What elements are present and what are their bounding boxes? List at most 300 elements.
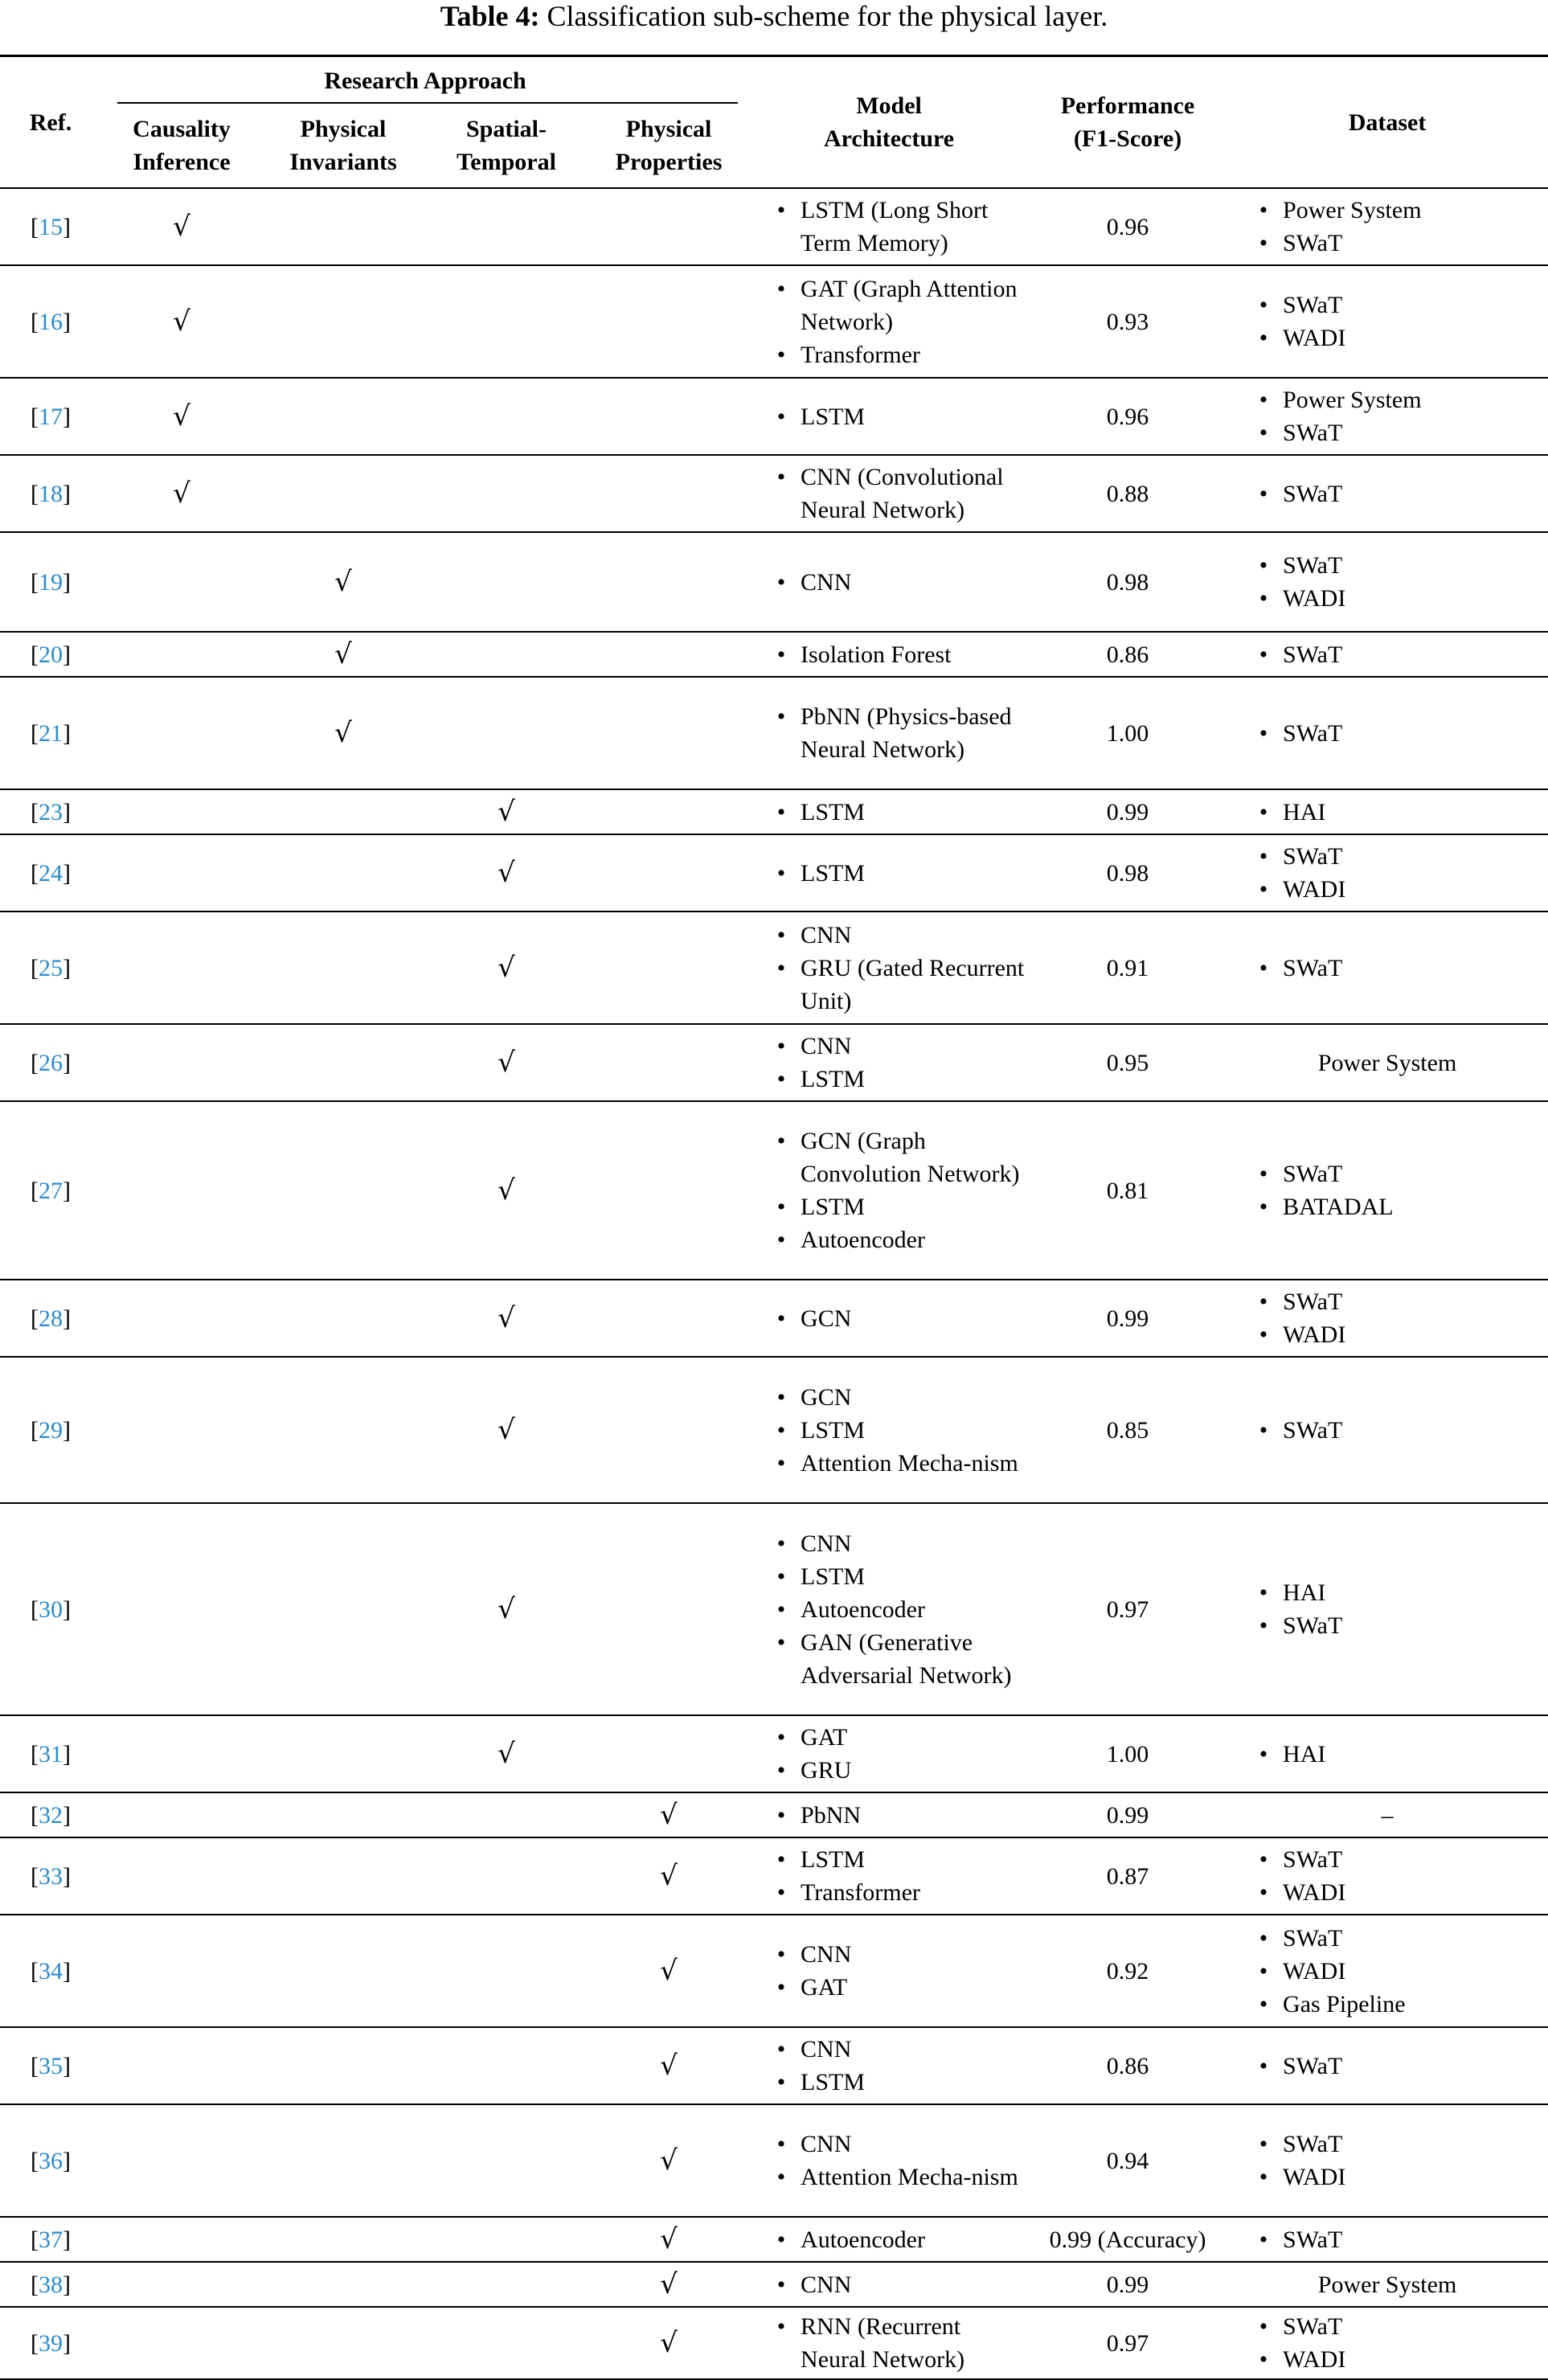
model-item: • Autoencoder (768, 1593, 1029, 1626)
dataset-cell (1227, 2307, 1548, 2379)
spatial-cell (424, 911, 588, 1024)
header-invariants-line1: Physical (300, 116, 387, 142)
model-cell (749, 2262, 1029, 2307)
dataset-cell (1227, 677, 1548, 789)
model-item: • Attention Mecha-nism (768, 1447, 1029, 1480)
ref-link[interactable]: 26 (39, 1049, 63, 1076)
model-cell (749, 1280, 1029, 1357)
model-item: • GAT (Graph Attention Network) (768, 272, 1029, 338)
invariants-cell (262, 911, 424, 1024)
invariants-cell (262, 1101, 424, 1280)
properties-cell (588, 1280, 749, 1357)
causality-cell (101, 2307, 262, 2379)
ref-link[interactable]: 19 (39, 568, 63, 596)
checkmark-icon: √ (498, 1737, 515, 1770)
properties-cell (588, 911, 749, 1024)
ref-cell: [39] (31, 2329, 71, 2357)
spatial-cell (424, 789, 588, 834)
causality-cell (101, 2217, 262, 2262)
invariants-cell (262, 1792, 424, 1837)
model-item: • PbNN (768, 1799, 1029, 1832)
dataset-cell (1227, 1915, 1548, 2027)
checkmark-icon: √ (660, 2144, 678, 2177)
invariants-cell (262, 1837, 424, 1915)
causality-cell (101, 1792, 262, 1837)
table-row (0, 911, 1548, 1024)
model-item: • Autoencoder (768, 2223, 1029, 2256)
dataset-item: • Power System (1251, 383, 1548, 416)
caption-text: Classification sub-scheme for the physical layer. (547, 0, 1108, 32)
ref-link[interactable]: 27 (39, 1177, 63, 1204)
dataset-cell (1227, 455, 1548, 532)
ref-link[interactable]: 30 (39, 1596, 63, 1623)
ref-cell: [35] (31, 2052, 71, 2079)
performance-cell: 0.99 (1106, 2271, 1149, 2298)
ref-cell: [23] (31, 798, 71, 825)
ref-link[interactable]: 31 (39, 1740, 63, 1768)
model-item: • RNN (Recurrent Neural Network) (768, 2310, 1029, 2376)
properties-cell (588, 1715, 749, 1792)
invariants-cell (262, 834, 424, 911)
dataset-item: • SWaT (1251, 1157, 1548, 1190)
checkmark-icon: √ (173, 210, 190, 243)
causality-cell (101, 265, 262, 378)
checkmark-icon: √ (660, 2049, 678, 2082)
dataset-plain: Power System (1317, 2271, 1457, 2298)
dataset-item: • SWaT (1251, 227, 1548, 260)
causality-cell (101, 1280, 262, 1357)
ref-link[interactable]: 25 (39, 954, 63, 981)
performance-cell: 1.00 (1106, 1740, 1149, 1768)
dataset-cell (1227, 265, 1548, 378)
spatial-cell (424, 1837, 588, 1915)
dataset-item: • SWaT (1251, 952, 1548, 985)
ref-cell: [17] (31, 403, 71, 430)
dataset-cell (1227, 1280, 1548, 1357)
performance-cell: 0.87 (1106, 1862, 1149, 1890)
header-ref: Ref. (29, 109, 72, 136)
performance-cell: 0.96 (1106, 213, 1149, 240)
properties-cell (588, 1792, 749, 1837)
dataset-cell (1227, 2262, 1548, 2307)
ref-link[interactable]: 21 (39, 719, 63, 747)
model-item: • Autoencoder (768, 1223, 1029, 1256)
dataset-cell (1227, 834, 1548, 911)
model-cell (749, 532, 1029, 632)
properties-cell (588, 1357, 749, 1503)
dataset-cell (1227, 1101, 1548, 1280)
invariants-cell (262, 1915, 424, 2027)
spatial-cell (424, 1280, 588, 1357)
table-row (0, 1503, 1548, 1715)
ref-cell: [16] (31, 308, 71, 335)
ref-cell: [30] (31, 1596, 71, 1623)
model-item: • LSTM (Long Short Term Memory) (768, 194, 1029, 260)
ref-cell: [20] (31, 641, 71, 668)
model-cell (749, 2104, 1029, 2217)
causality-cell (101, 532, 262, 632)
model-cell (749, 1503, 1029, 1715)
ref-link[interactable]: 35 (39, 2052, 63, 2079)
performance-cell: 0.98 (1106, 859, 1149, 887)
spatial-cell (424, 1715, 588, 1792)
checkmark-icon: √ (498, 1413, 515, 1446)
table-row (0, 2104, 1548, 2217)
ref-link[interactable]: 20 (39, 641, 63, 668)
ref-link[interactable]: 15 (39, 213, 63, 240)
ref-cell: [34] (31, 1957, 71, 1985)
causality-cell (101, 378, 262, 455)
ref-cell: [28] (31, 1305, 71, 1332)
dataset-cell (1227, 1357, 1548, 1503)
causality-cell (101, 1715, 262, 1792)
causality-cell (101, 1915, 262, 2027)
table-row (0, 265, 1548, 378)
model-item: • LSTM (768, 1190, 1029, 1223)
dataset-cell (1227, 1024, 1548, 1101)
dataset-item: • WADI (1251, 582, 1548, 615)
model-item: • CNN (768, 1938, 1029, 1971)
ref-link[interactable]: 16 (39, 308, 63, 335)
dataset-item: • SWaT (1251, 638, 1548, 671)
spatial-cell (424, 677, 588, 789)
checkmark-icon: √ (173, 305, 190, 338)
model-item: • LSTM (768, 1843, 1029, 1876)
dataset-item: • SWaT (1251, 2050, 1548, 2083)
dataset-item: • SWaT (1251, 1922, 1548, 1955)
dataset-cell (1227, 2217, 1548, 2262)
dataset-cell (1227, 1715, 1548, 1792)
ref-link[interactable]: 28 (39, 1305, 63, 1332)
invariants-cell (262, 188, 424, 265)
ref-link[interactable]: 32 (39, 1801, 63, 1829)
spatial-cell (424, 1503, 588, 1715)
model-item: • LSTM (768, 796, 1029, 829)
table-row (0, 2027, 1548, 2104)
invariants-cell (262, 2217, 424, 2262)
checkmark-icon: √ (498, 1301, 515, 1334)
model-item: • LSTM (768, 1560, 1029, 1593)
table-row (0, 1280, 1548, 1357)
model-item: • Transformer (768, 338, 1029, 371)
table-caption (0, 0, 1548, 35)
model-cell (749, 1024, 1029, 1101)
model-item: • LSTM (768, 1414, 1029, 1447)
invariants-cell (262, 1024, 424, 1101)
model-item: • CNN (768, 2128, 1029, 2161)
causality-cell (101, 632, 262, 677)
causality-cell (101, 834, 262, 911)
ref-link[interactable]: 23 (39, 798, 63, 825)
model-cell (749, 2217, 1029, 2262)
invariants-cell (262, 1503, 424, 1715)
ref-link[interactable]: 39 (39, 2329, 63, 2357)
ref-cell: [37] (31, 2226, 71, 2253)
performance-cell: 0.95 (1106, 1049, 1149, 1076)
checkmark-icon: √ (660, 2267, 678, 2300)
causality-cell (101, 1503, 262, 1715)
performance-cell: 0.99 (1106, 1305, 1149, 1332)
model-cell (749, 378, 1029, 455)
spatial-cell (424, 188, 588, 265)
performance-cell: 0.93 (1106, 308, 1149, 335)
ref-cell: [38] (31, 2271, 71, 2298)
spatial-cell (424, 2027, 588, 2104)
model-cell (749, 455, 1029, 532)
invariants-cell (262, 632, 424, 677)
performance-cell: 0.97 (1106, 2329, 1149, 2357)
ref-cell: [25] (31, 954, 71, 981)
model-cell (749, 632, 1029, 677)
properties-cell (588, 378, 749, 455)
model-item: • Attention Mecha-nism (768, 2161, 1029, 2194)
header-causality-line2: Inference (133, 149, 231, 175)
invariants-cell (262, 789, 424, 834)
invariants-cell (262, 1280, 424, 1357)
dataset-item: • SWaT (1251, 2128, 1548, 2161)
model-cell (749, 1915, 1029, 2027)
model-cell (749, 1792, 1029, 1837)
model-item: • CNN (Convolutional Neural Network) (768, 461, 1029, 526)
dataset-item: • SWaT (1251, 416, 1548, 449)
causality-cell (101, 911, 262, 1024)
dataset-cell (1227, 532, 1548, 632)
header-causality (101, 104, 262, 188)
model-cell (749, 1101, 1029, 1280)
model-cell (749, 789, 1029, 834)
ref-cell: [26] (31, 1049, 71, 1076)
performance-cell: 0.94 (1106, 2147, 1149, 2174)
model-cell (749, 1715, 1029, 1792)
dataset-cell (1227, 632, 1548, 677)
performance-cell: 0.96 (1106, 403, 1149, 430)
dataset-item: • SWaT (1251, 2310, 1548, 2343)
ref-link[interactable]: 17 (39, 403, 63, 430)
causality-cell (101, 1837, 262, 1915)
causality-cell (101, 789, 262, 834)
model-item: • LSTM (768, 400, 1029, 433)
ref-cell: [29] (31, 1416, 71, 1444)
causality-cell (101, 1024, 262, 1101)
ref-link[interactable]: 18 (39, 480, 63, 507)
spatial-cell (424, 1792, 588, 1837)
table-row (0, 1357, 1548, 1503)
spatial-cell (424, 1024, 588, 1101)
ref-link[interactable]: 38 (39, 2271, 63, 2298)
ref-cell: [21] (31, 719, 71, 747)
dataset-item: • SWaT (1251, 477, 1548, 510)
invariants-cell (262, 532, 424, 632)
ref-link[interactable]: 37 (39, 2226, 63, 2253)
checkmark-icon: √ (498, 951, 515, 984)
model-item: • LSTM (768, 857, 1029, 890)
table-row (0, 1915, 1548, 2027)
dataset-item: • WADI (1251, 1955, 1548, 1988)
properties-cell (588, 2217, 749, 2262)
dataset-item: • SWaT (1251, 840, 1548, 873)
model-item: • GAN (Generative Adversarial Network) (768, 1626, 1029, 1692)
model-item: • GRU (Gated Recurrent Unit) (768, 952, 1029, 1018)
model-cell (749, 834, 1029, 911)
model-item: • CNN (768, 566, 1029, 599)
spatial-cell (424, 632, 588, 677)
checkmark-icon: √ (660, 1954, 678, 1987)
header-research-approach: Research Approach (101, 56, 749, 104)
table-row (0, 677, 1548, 789)
properties-cell (588, 455, 749, 532)
properties-cell (588, 1915, 749, 2027)
spatial-cell (424, 1915, 588, 2027)
performance-cell: 1.00 (1106, 719, 1149, 747)
model-cell (749, 265, 1029, 378)
model-cell (749, 2027, 1029, 2104)
causality-cell (101, 2027, 262, 2104)
invariants-cell (262, 1357, 424, 1503)
table-row (0, 2262, 1548, 2307)
model-cell (749, 1837, 1029, 1915)
dataset-plain: Power System (1317, 1049, 1457, 1076)
model-item: • LSTM (768, 1063, 1029, 1096)
dataset-cell (1227, 2027, 1548, 2104)
checkmark-icon: √ (498, 856, 515, 889)
ref-link[interactable]: 24 (39, 859, 63, 887)
ref-link[interactable]: 33 (39, 1862, 63, 1890)
ref-cell: [18] (31, 480, 71, 507)
table-row (0, 188, 1548, 265)
checkmark-icon: √ (498, 1592, 515, 1625)
header-model (749, 56, 1029, 189)
checkmark-icon: √ (498, 795, 515, 828)
properties-cell (588, 2262, 749, 2307)
dataset-item: • SWaT (1251, 1609, 1548, 1642)
table-row (0, 834, 1548, 911)
invariants-cell (262, 378, 424, 455)
dataset-item: • SWaT (1251, 289, 1548, 322)
properties-cell (588, 632, 749, 677)
causality-cell (101, 1101, 262, 1280)
dataset-plain: – (1381, 1801, 1394, 1829)
header-properties-line2: Properties (615, 149, 723, 175)
performance-cell: 0.99 (Accuracy) (1049, 2226, 1206, 2253)
header-causality-line1: Causality (133, 116, 231, 142)
dataset-item: • WADI (1251, 322, 1548, 354)
table-row (0, 632, 1548, 677)
model-item: • GRU (768, 1754, 1029, 1787)
causality-cell (101, 2262, 262, 2307)
performance-cell: 0.86 (1106, 2052, 1149, 2079)
properties-cell (588, 265, 749, 378)
dataset-item: • SWaT (1251, 1414, 1548, 1447)
dataset-item: • SWaT (1251, 1843, 1548, 1876)
properties-cell (588, 677, 749, 789)
table-row (0, 1715, 1548, 1792)
dataset-item: • BATADAL (1251, 1190, 1548, 1223)
performance-cell: 0.99 (1106, 798, 1149, 825)
performance-cell: 0.99 (1106, 1801, 1149, 1829)
ref-cell: [24] (31, 859, 71, 887)
model-cell (749, 677, 1029, 789)
causality-cell (101, 455, 262, 532)
invariants-cell (262, 2262, 424, 2307)
causality-cell (101, 2104, 262, 2217)
header-properties-line1: Physical (625, 116, 712, 142)
dataset-item: • Gas Pipeline (1251, 1988, 1548, 2021)
performance-cell: 0.81 (1106, 1177, 1149, 1204)
model-item: • PbNN (Physics-based Neural Network) (768, 700, 1029, 766)
header-performance-line1: Performance (1060, 92, 1195, 119)
classification-table (0, 55, 1548, 2380)
table-row (0, 2307, 1548, 2379)
invariants-cell (262, 2104, 424, 2217)
checkmark-icon: √ (173, 477, 190, 510)
header-properties (588, 104, 749, 188)
spatial-cell (424, 1357, 588, 1503)
dataset-item: • WADI (1251, 2343, 1548, 2376)
ref-link[interactable]: 29 (39, 1416, 63, 1444)
spatial-cell (424, 2217, 588, 2262)
properties-cell (588, 2104, 749, 2217)
dataset-cell (1227, 911, 1548, 1024)
model-item: • GCN (768, 1302, 1029, 1335)
ref-cell: [33] (31, 1862, 71, 1890)
spatial-cell (424, 1101, 588, 1280)
model-item: • GCN (768, 1381, 1029, 1414)
dataset-cell (1227, 789, 1548, 834)
spatial-cell (424, 265, 588, 378)
properties-cell (588, 2307, 749, 2379)
invariants-cell (262, 455, 424, 532)
table-row (0, 455, 1548, 532)
dataset-item: • WADI (1251, 1876, 1548, 1909)
ref-link[interactable]: 36 (39, 2147, 63, 2174)
spatial-cell (424, 834, 588, 911)
causality-cell (101, 677, 262, 789)
header-model-line1: Model (856, 92, 922, 119)
dataset-cell (1227, 1792, 1548, 1837)
checkmark-icon: √ (660, 1859, 678, 1892)
model-item: • Isolation Forest (768, 638, 1029, 671)
checkmark-icon: √ (660, 2222, 678, 2255)
ref-link[interactable]: 34 (39, 1957, 63, 1985)
table-row (0, 2217, 1548, 2262)
dataset-item: • SWaT (1251, 549, 1548, 582)
header-spatial-line2: Temporal (457, 149, 556, 175)
invariants-cell (262, 1715, 424, 1792)
model-item: • GCN (Graph Convolution Network) (768, 1124, 1029, 1190)
causality-cell (101, 1357, 262, 1503)
dataset-item: • SWaT (1251, 717, 1548, 750)
ref-cell: [36] (31, 2147, 71, 2174)
header-dataset: Dataset (1348, 109, 1427, 136)
model-cell (749, 188, 1029, 265)
ref-cell: [27] (31, 1177, 71, 1204)
properties-cell (588, 834, 749, 911)
checkmark-icon: √ (660, 2326, 678, 2359)
performance-cell: 0.98 (1106, 568, 1149, 596)
invariants-cell (262, 265, 424, 378)
table-row (0, 1792, 1548, 1837)
header-spatial (424, 104, 588, 188)
dataset-item: • SWaT (1251, 1285, 1548, 1318)
performance-cell: 0.86 (1106, 641, 1149, 668)
model-item: • Transformer (768, 1876, 1029, 1909)
properties-cell (588, 1503, 749, 1715)
invariants-cell (262, 2307, 424, 2379)
header-invariants-line2: Invariants (289, 149, 397, 175)
spatial-cell (424, 2104, 588, 2217)
performance-cell: 0.92 (1106, 1957, 1149, 1985)
table-row (0, 1101, 1548, 1280)
